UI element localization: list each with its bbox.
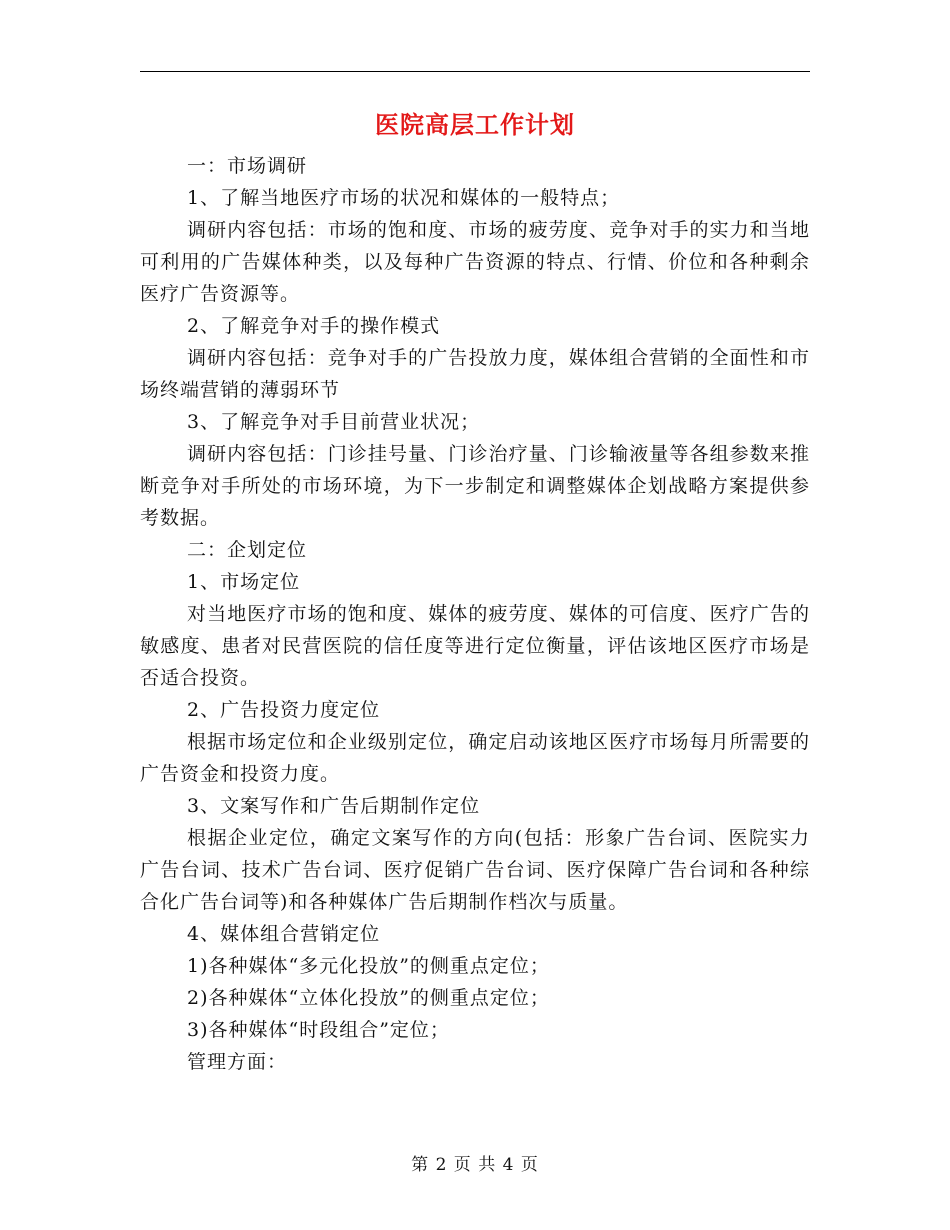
page-number-footer: 第 2 页 共 4 页 [411, 1155, 539, 1175]
item-heading: 3、文案写作和广告后期制作定位 [187, 795, 481, 817]
document-body [140, 150, 810, 1078]
list-item: 2)各种媒体“立体化投放”的侧重点定位； [187, 987, 550, 1009]
item-heading: 1、了解当地医疗市场的状况和媒体的一般特点； [187, 187, 621, 209]
body-paragraph: 根据企业定位，确定文案写作的方向(包括：形象广告台词、医院实力广告台词、技术广告台词、医疗促销广告台词、医疗保障广告台词和各种综合化广告台词等)和各种媒体广告后期制作档次与质量。 [140, 827, 810, 913]
body-paragraph: 对当地医疗市场的饱和度、媒体的疲劳度、媒体的可信度、医疗广告的敏感度、患者对民营医院的信任度等进行定位衡量，评估该地区医疗市场是否适合投资。 [140, 603, 810, 689]
section-heading-market-research: 一：市场调研 [187, 155, 308, 177]
body-paragraph: 根据市场定位和企业级别定位，确定启动该地区医疗市场每月所需要的广告资金和投资力度。 [140, 731, 810, 785]
item-heading: 3、了解竞争对手目前营业状况； [187, 411, 481, 433]
document-title: 医院高层工作计划 [375, 110, 575, 139]
item-heading: 4、媒体组合营销定位 [187, 923, 381, 945]
section-heading-planning-positioning: 二：企划定位 [187, 539, 308, 561]
item-heading: 2、了解竞争对手的操作模式 [187, 315, 441, 337]
section-heading-management: 管理方面： [187, 1051, 288, 1073]
body-paragraph: 调研内容包括：市场的饱和度、市场的疲劳度、竞争对手的实力和当地可利用的广告媒体种类，以及每种广告资源的特点、行情、价位和各种剩余医疗广告资源等。 [140, 219, 810, 305]
header-rule [140, 71, 810, 72]
body-paragraph: 调研内容包括：门诊挂号量、门诊治疗量、门诊输液量等各组参数来推断竞争对手所处的市场环境，为下一步制定和调整媒体企划战略方案提供参考数据。 [140, 443, 810, 529]
item-heading: 1、市场定位 [187, 571, 301, 593]
body-paragraph: 调研内容包括：竞争对手的广告投放力度，媒体组合营销的全面性和市场终端营销的薄弱环节 [140, 347, 810, 401]
item-heading: 2、广告投资力度定位 [187, 699, 381, 721]
list-item: 1)各种媒体“多元化投放”的侧重点定位； [187, 955, 550, 977]
list-item: 3)各种媒体“时段组合”定位； [187, 1019, 450, 1041]
